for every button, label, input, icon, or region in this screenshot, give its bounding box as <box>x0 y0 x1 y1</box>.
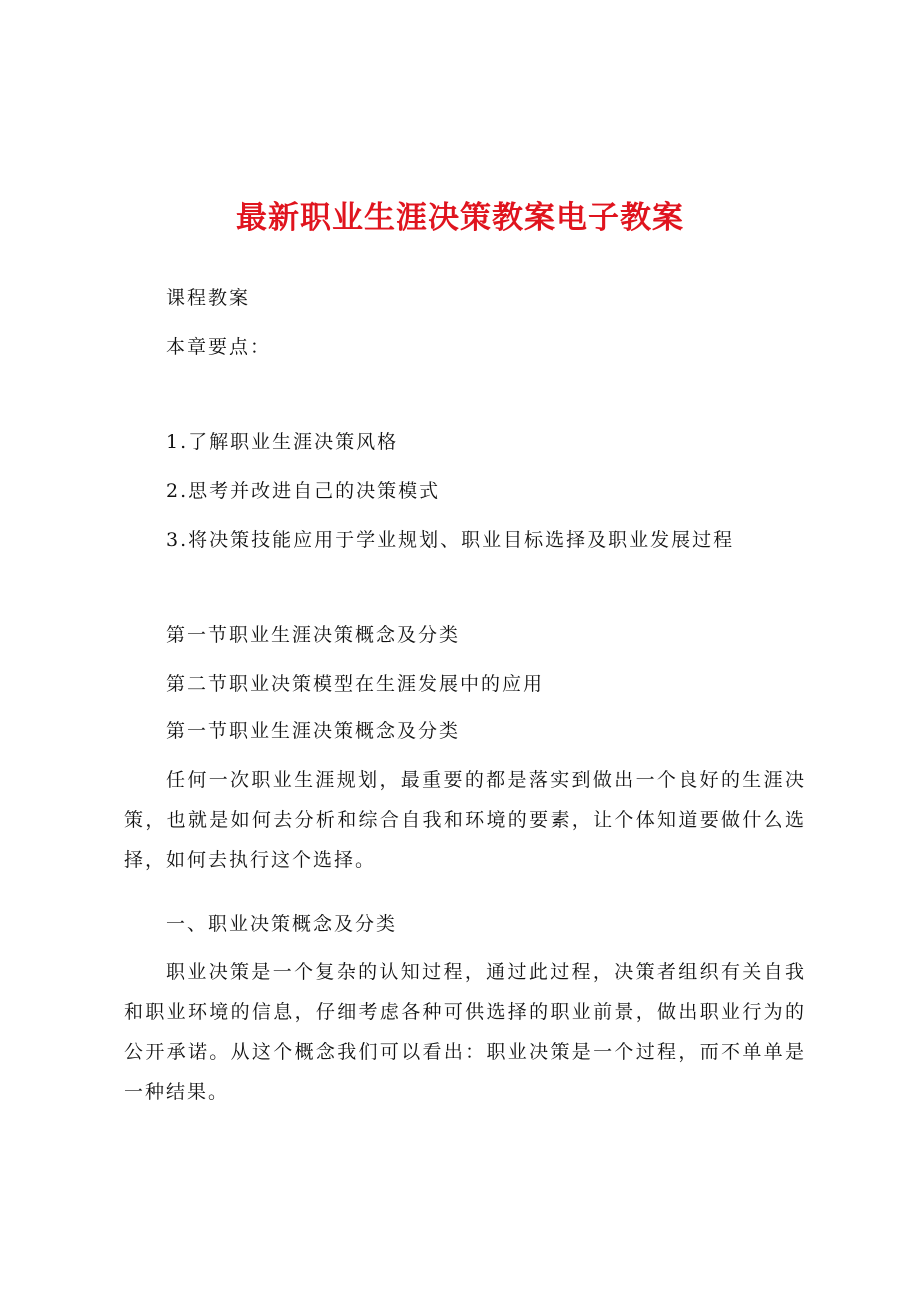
objective-item: 1.了解职业生涯决策风格 <box>166 431 399 453</box>
objective-item: 2.思考并改进自己的决策模式 <box>166 480 441 502</box>
section-heading: 第一节职业生涯决策概念及分类 <box>166 624 461 646</box>
subheading: 一、职业决策概念及分类 <box>166 913 398 935</box>
body-paragraph: 任何一次职业生涯规划，最重要的都是落实到做出一个良好的生涯决策，也就是如何去分析和综合自我和环境的要素，让个体知道要做什么选择，如何去执行这个选择。 <box>124 769 806 871</box>
course-label: 课程教案 <box>166 287 251 309</box>
document-title: 最新职业生涯决策教案电子教案 <box>236 200 684 236</box>
key-points-heading: 本章要点： <box>166 336 272 358</box>
objective-item: 3.将决策技能应用于学业规划、职业目标选择及职业发展过程 <box>166 529 735 551</box>
section-heading: 第一节职业生涯决策概念及分类 <box>166 720 461 742</box>
section-heading: 第二节职业决策模型在生涯发展中的应用 <box>166 673 545 695</box>
body-paragraph: 职业决策是一个复杂的认知过程，通过此过程，决策者组织有关自我和职业环境的信息，仔细考虑各种可供选择的职业前景，做出职业行为的公开承诺。从这个概念我们可以看出：职业决策是一个过程，而不单单是一种结果。 <box>124 961 806 1103</box>
